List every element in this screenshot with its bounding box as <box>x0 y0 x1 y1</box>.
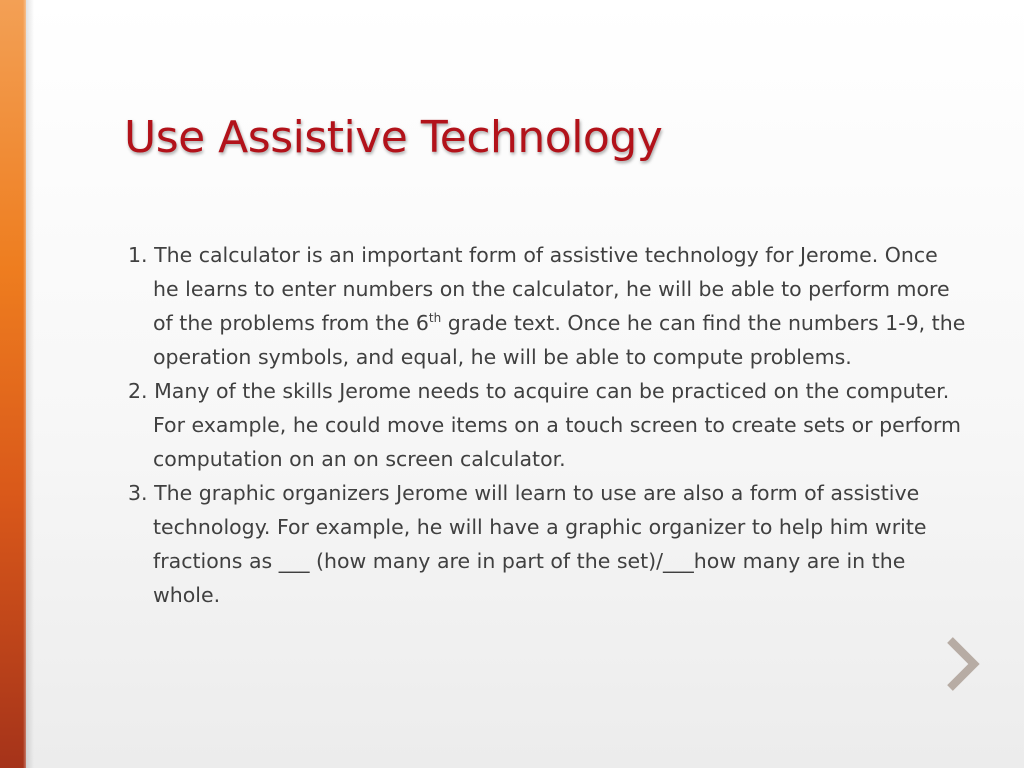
list-item-1-text: 1. The calculator is an important form of assistive technology for Jerome. Once he learns to enter numbers on the calculator, he will be able to perform more of the problems from the 6 <box>128 243 950 335</box>
list-item-2 <box>128 374 968 476</box>
superscript-th: th <box>428 311 442 325</box>
list-item-3 <box>128 476 968 612</box>
sidebar-shadow <box>26 0 34 768</box>
list-item-2-text: 2. Many of the skills Jerome needs to acquire can be practiced on the computer. For example, he could move items on a touch screen to create sets or perform computation on an on screen calculator. <box>128 379 961 471</box>
chevron-right-icon <box>940 636 984 692</box>
next-slide-button[interactable] <box>940 636 984 692</box>
list-item-1-text-cont: grade text. Once he can find the numbers 1-9, the operation symbols, and equal, he will be able to compute problems. <box>153 311 966 369</box>
list-item-3-text: 3. The graphic organizers Jerome will learn to use are also a form of assistive technology. For example, he will have a graphic organizer to help him write fractions as ___ (how many are in part of the set)/___how many are in the whole. <box>128 481 927 607</box>
list-item-1 <box>128 238 968 374</box>
accent-sidebar <box>0 0 26 768</box>
slide-title: Use Assistive Technology <box>124 112 663 163</box>
slide-body-list <box>128 238 968 612</box>
